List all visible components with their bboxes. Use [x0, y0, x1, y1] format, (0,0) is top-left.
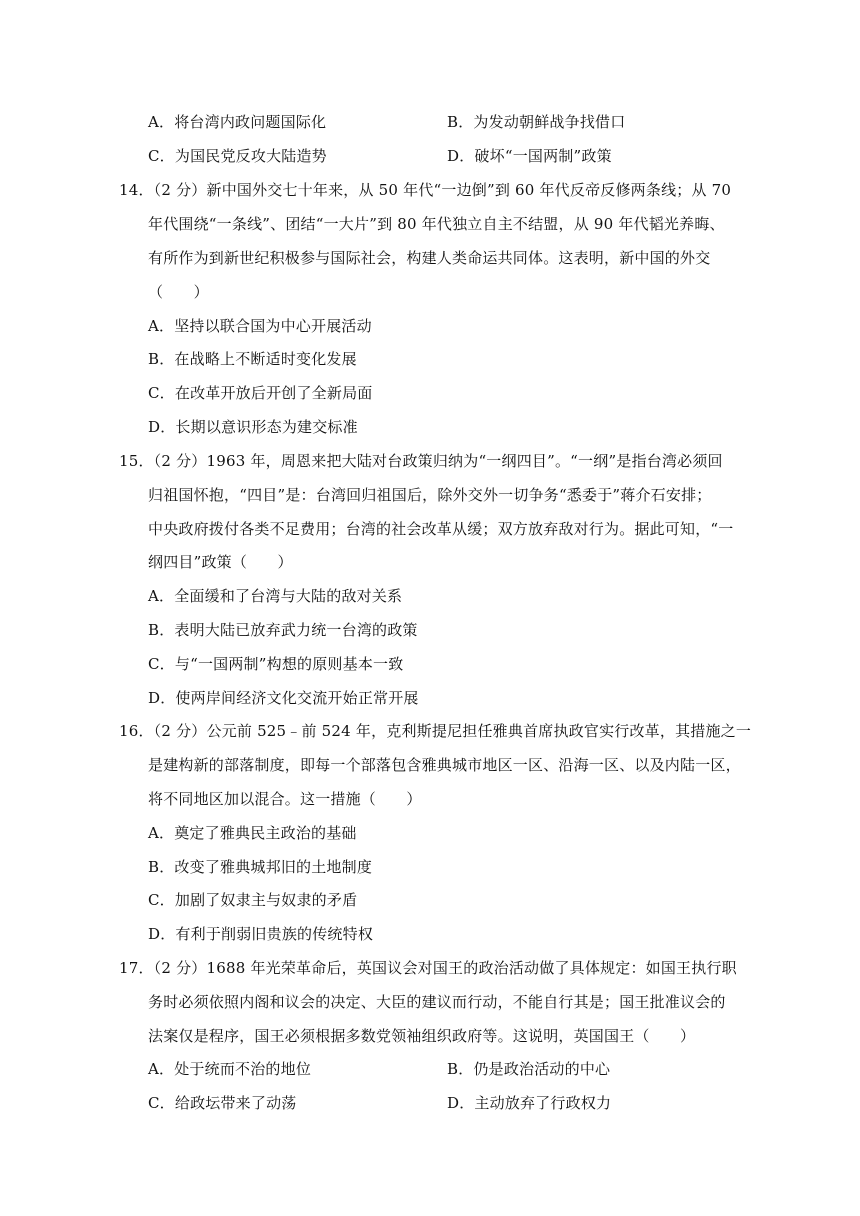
q15-stem-line-3: 中央政府拨付各类不足费用；台湾的社会改革从缓；双方放弃敌对行为。据此可知，“一: [148, 520, 734, 538]
q16-stem-line-3: 将不同地区加以混合。这一措施（ ）: [148, 790, 422, 808]
q14-option-a: A．坚持以联合国为中心开展活动: [148, 317, 372, 335]
q17-stem-line-3: 法案仅是程序，国王必须根据多数党领袖组织政府等。这说明，英国国王（ ）: [148, 1027, 696, 1045]
q17-option-b: B．仍是政治活动的中心: [447, 1060, 611, 1078]
q13-option-a: A．将台湾内政问题国际化: [148, 113, 327, 131]
q16-option-b: B．改变了雅典城邦旧的土地制度: [148, 858, 373, 876]
q14-stem-line-2: 年代围绕“一条线”、团结“一大片”到 80 年代独立自主不结盟，从 90 年代韬光养晦、: [148, 215, 725, 233]
q15-option-a: A．全面缓和了台湾与大陆的敌对关系: [148, 587, 403, 605]
q13-option-d: D．破坏“一国两制”政策: [447, 147, 612, 165]
q15-stem-line-2: 归祖国怀抱，“四目”是：台湾回归祖国后，除外交外一切争务“悉委于”蒋介石安排；: [148, 486, 712, 504]
q16-stem-line-1: 16．（2 分）公元前 525﹣前 524 年，克利斯提尼担任雅典首席执政官实行改革，其措施之一: [119, 722, 752, 740]
q14-option-c: C．在改革开放后开创了全新局面: [148, 384, 373, 402]
q16-option-d: D．有利于削弱旧贵族的传统特权: [148, 925, 374, 943]
q13-option-c: C．为国民党反攻大陆造势: [148, 147, 327, 165]
q17-option-c: C．给政坛带来了动荡: [148, 1094, 297, 1112]
q14-stem-line-3: 有所作为到新世纪积极参与国际社会，构建人类命运共同体。这表明，新中国的外交: [148, 249, 711, 267]
q17-stem-line-1: 17．（2 分）1688 年光荣革命后，英国议会对国王的政治活动做了具体规定：如国王执行职: [119, 959, 737, 977]
q14-option-b: B．在战略上不断适时变化发展: [148, 350, 357, 368]
q13-option-b: B．为发动朝鲜战争找借口: [447, 113, 626, 131]
q17-option-a: A．处于统而不治的地位: [148, 1060, 312, 1078]
q14-stem-line-4: （ ）: [148, 283, 209, 301]
q15-option-b: B．表明大陆已放弃武力统一台湾的政策: [148, 621, 418, 639]
q14-stem-line-1: 14．（2 分）新中国外交七十年来，从 50 年代“一边倒”到 60 年代反帝反修两条线；从 70: [119, 181, 732, 199]
q15-stem-line-1: 15．（2 分）1963 年，周恩来把大陆对台政策归纳为“一纲四目”。“一纲”是指台湾必须回: [119, 452, 723, 470]
q16-option-a: A．奠定了雅典民主政治的基础: [148, 824, 357, 842]
q17-stem-line-2: 务时必须依照内阁和议会的决定、大臣的建议而行动，不能自行其是；国王批准议会的: [148, 993, 726, 1011]
q16-stem-line-2: 是建构新的部落制度，即每一个部落包含雅典城市地区一区、沿海一区、以及内陆一区，: [148, 756, 741, 774]
q14-option-d: D．长期以意识形态为建交标准: [148, 418, 358, 436]
q15-option-c: C．与“一国两制”构想的原则基本一致: [148, 655, 404, 673]
q15-option-d: D．使两岸间经济文化交流开始正常开展: [148, 689, 419, 707]
q15-stem-line-4: 纲四目”政策（ ）: [148, 553, 293, 571]
q16-option-c: C．加剧了奴隶主与奴隶的矛盾: [148, 891, 358, 909]
q17-option-d: D．主动放弃了行政权力: [447, 1094, 612, 1112]
